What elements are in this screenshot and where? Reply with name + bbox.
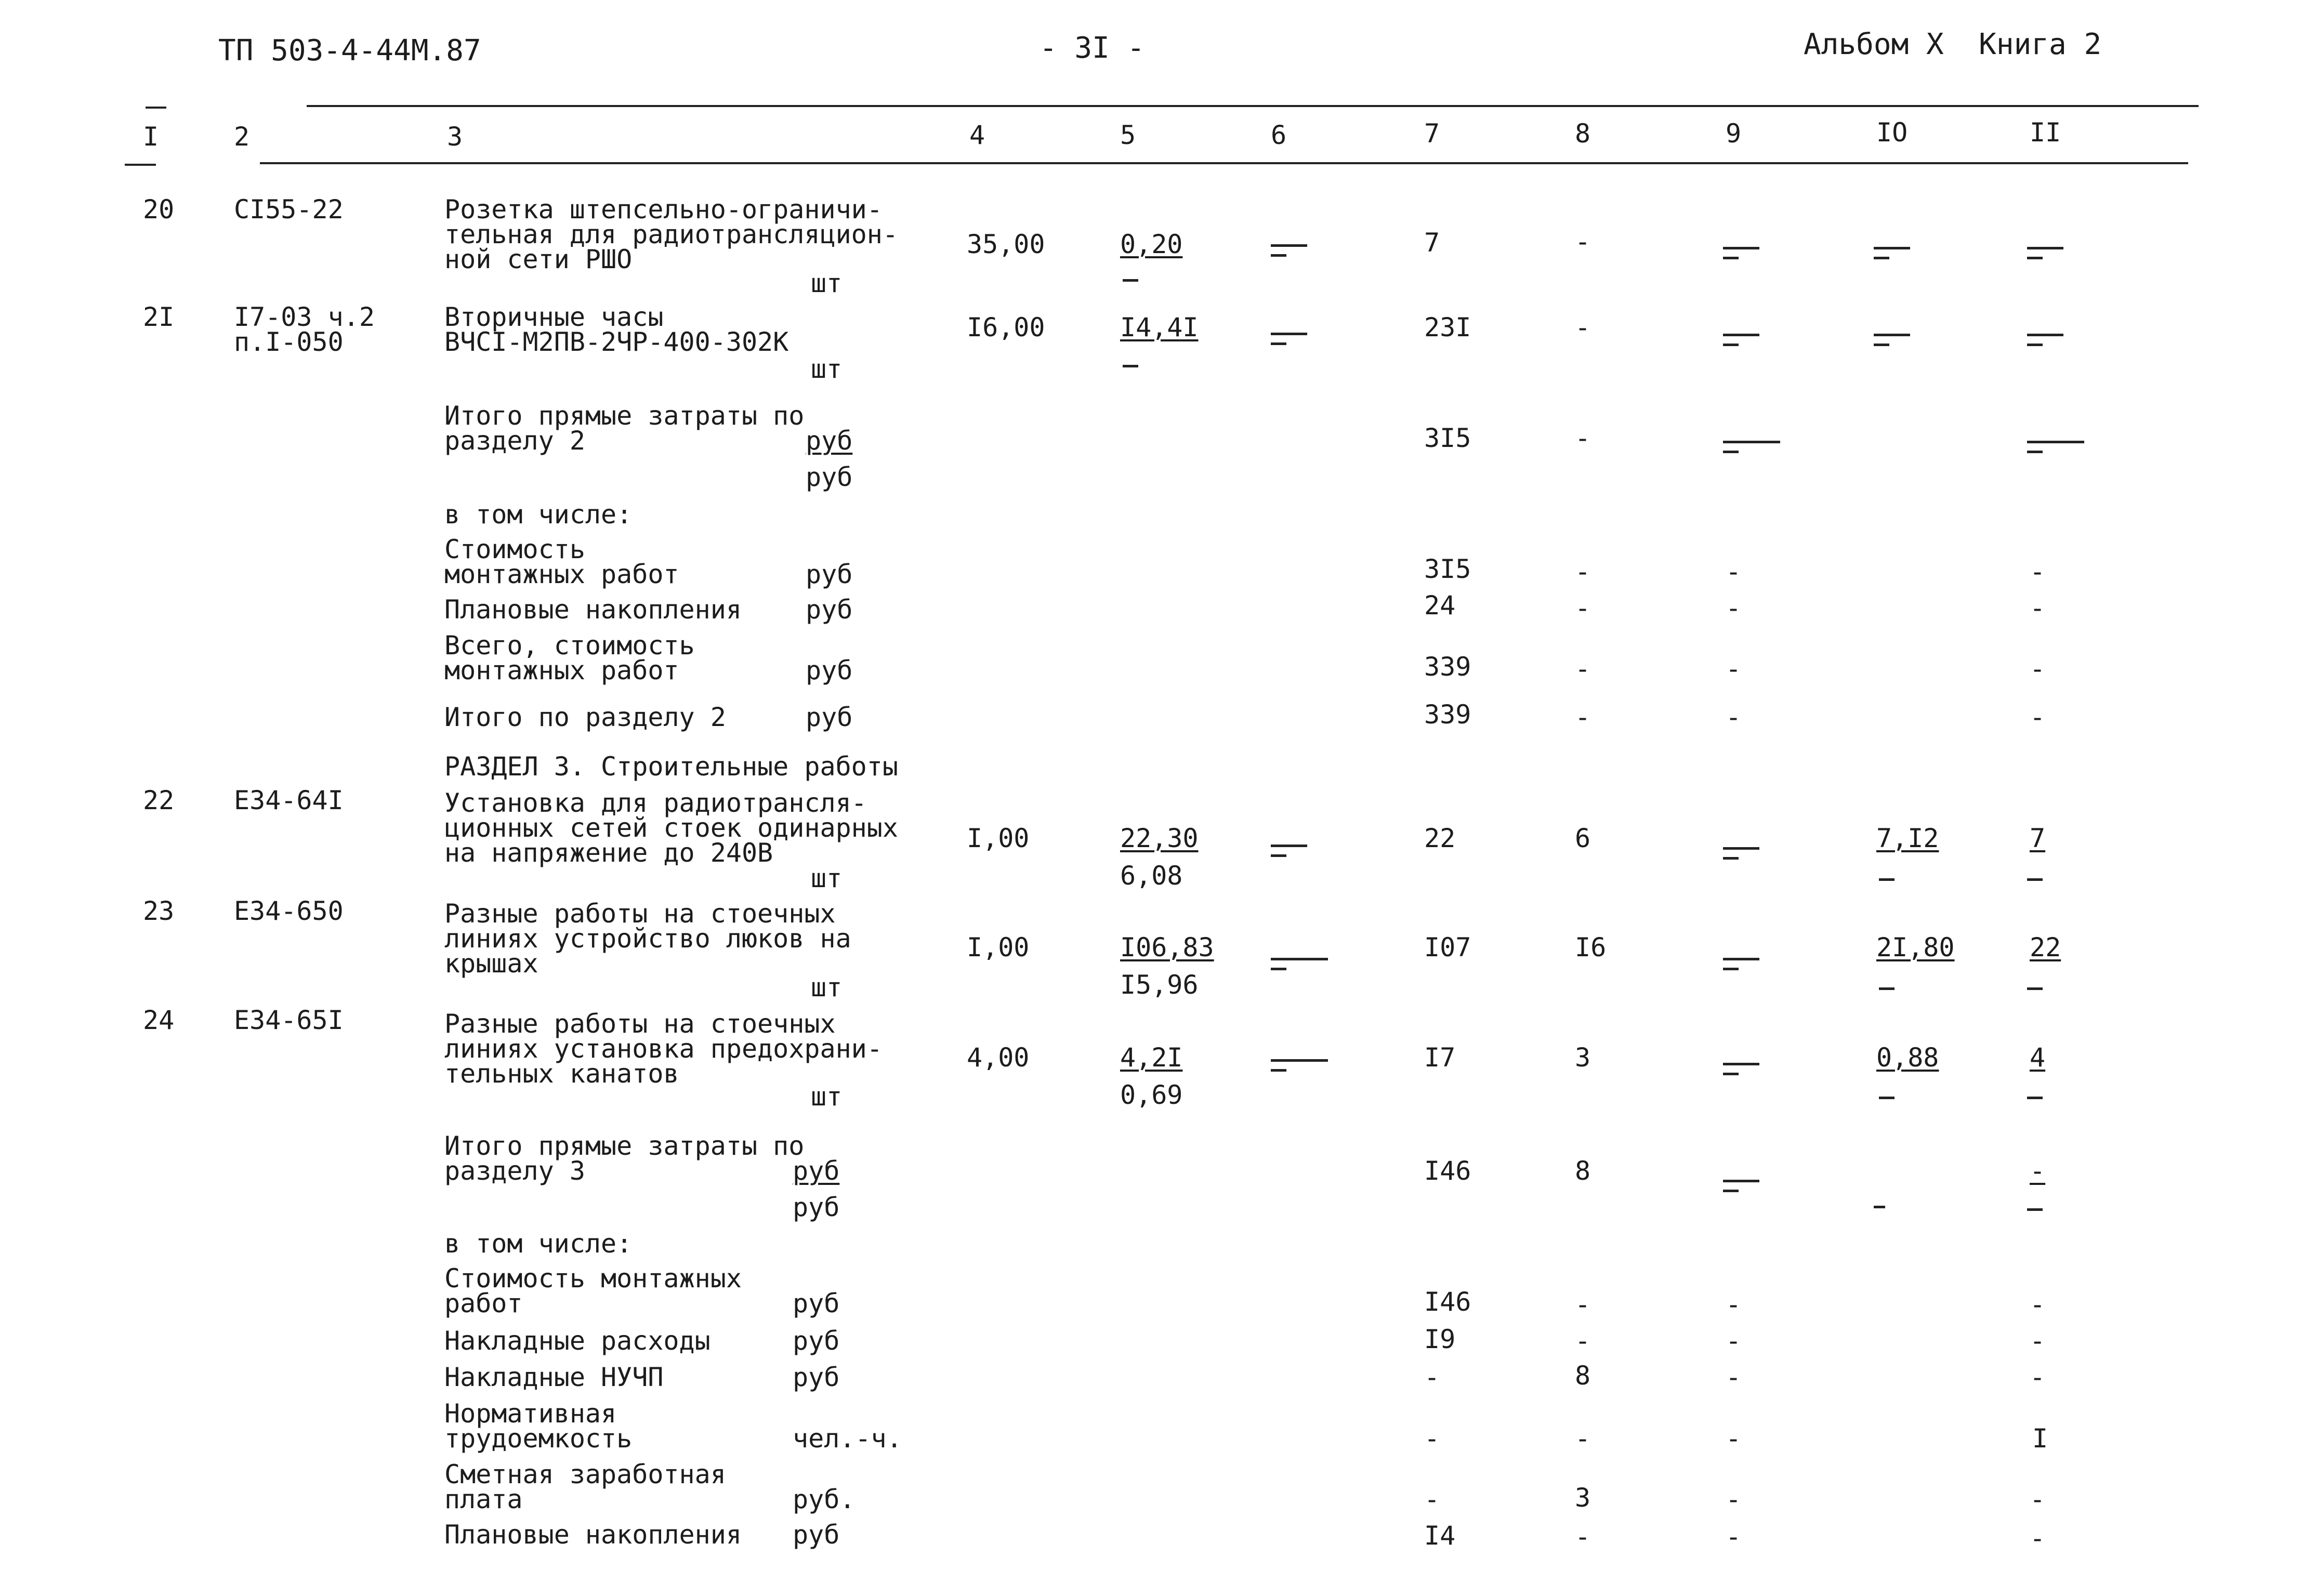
dash-mark [1271, 845, 1307, 864]
col9-value: - [1726, 1484, 1742, 1514]
unit: руб [793, 1192, 840, 1222]
col11-value: - [2030, 1156, 2046, 1186]
row-number: 2I [143, 302, 175, 332]
column-header-6: 6 [1271, 120, 1287, 150]
breakdown-label: монтажных работ [444, 559, 679, 589]
unit: шт [811, 268, 843, 298]
col10-value: 2I,80 [1876, 932, 1955, 962]
dash-mark [1271, 958, 1328, 978]
norm-code: I7-03 ч.2 [234, 302, 375, 332]
col9-value: - [1726, 557, 1742, 587]
quantity: I,00 [967, 823, 1030, 853]
breakdown-label: плата [444, 1484, 523, 1514]
row-number: 20 [143, 194, 175, 225]
dash-mark [1723, 441, 1780, 460]
description-line: ционных сетей стоек одинарных [444, 813, 898, 843]
norm-code: Е34-64I [234, 785, 344, 815]
total-cost: 3I5 [1424, 554, 1471, 584]
col8-value: - [1575, 227, 1591, 257]
page-number: - 3I - [1040, 31, 1145, 65]
col11-value: I [2032, 1423, 2048, 1454]
dash-mark [1723, 847, 1759, 867]
total-cost: - [1424, 1362, 1440, 1392]
total-cost: I07 [1424, 932, 1471, 962]
description-line: крышах [444, 948, 538, 979]
col8-value: 6 [1575, 823, 1591, 853]
col11-value: 22 [2030, 932, 2061, 962]
section-total-label: Итого по разделу 2 [444, 702, 726, 732]
dash-mark [2027, 247, 2063, 267]
unit: руб [806, 655, 853, 685]
unit: руб [793, 1326, 840, 1356]
col8-value: - [1575, 593, 1591, 623]
description-line: линиях устройство люков на [444, 924, 851, 954]
column-header-9: 9 [1726, 118, 1742, 149]
summary-label: Итого прямые затраты по [444, 401, 805, 431]
total-cost: I46 [1424, 1156, 1471, 1186]
col8-value: - [1575, 702, 1591, 732]
unit: шт [811, 863, 843, 893]
total-cost: I7 [1424, 1043, 1456, 1073]
dash-mark [1874, 247, 1910, 267]
col9-value: - [1726, 1289, 1742, 1320]
description-line: Вторичные часы [444, 302, 664, 332]
quantity: 4,00 [967, 1043, 1030, 1073]
col9-value: - [1726, 1326, 1742, 1356]
row-number: 23 [143, 896, 175, 926]
dash-mark [1271, 244, 1307, 264]
col11-value: 4 [2030, 1043, 2046, 1073]
unit-price-wage: 0,69 [1120, 1080, 1183, 1110]
col8-value: 3 [1575, 1043, 1591, 1073]
column-header-2: 2 [234, 122, 250, 152]
description-line: Разные работы на стоечных [444, 899, 836, 929]
col8-value: - [1575, 423, 1591, 453]
header-rule-bottom-left [125, 164, 156, 166]
dash-mark [1723, 334, 1759, 353]
col11-value: - [2030, 654, 2046, 684]
col8-value: I6 [1575, 932, 1607, 962]
dash-mark [1879, 878, 1895, 888]
column-header-1: I [143, 122, 159, 152]
breakdown-label: монтажных работ [444, 655, 679, 685]
summary-label: разделу 3 [444, 1156, 585, 1186]
column-header-5: 5 [1120, 120, 1136, 150]
breakdown-label: Накладные НУЧП [444, 1362, 664, 1392]
col11-value: 7 [2030, 823, 2046, 853]
total-cost: 339 [1424, 700, 1471, 730]
unit: шт [811, 972, 843, 1003]
album-info: Альбом Х Книга 2 [1804, 28, 2102, 61]
description-line: на напряжение до 240В [444, 838, 773, 868]
row-number: 22 [143, 785, 175, 815]
dash-mark [2027, 1097, 2043, 1106]
description-line: тельная для радиотрансляцион- [444, 219, 898, 249]
description-line: Разные работы на стоечных [444, 1009, 836, 1039]
dash-mark [1879, 987, 1895, 997]
dash-mark [1723, 1063, 1759, 1083]
dash-mark [1123, 365, 1138, 375]
dash-mark [1271, 1059, 1328, 1079]
total-cost: I46 [1424, 1287, 1471, 1317]
quantity: 35,00 [967, 229, 1045, 259]
row-number: 24 [143, 1005, 175, 1035]
header-rule-bottom [260, 162, 2188, 164]
col11-value: - [2030, 1523, 2046, 1553]
description-line: Установка для радиотрансля- [444, 788, 867, 818]
total-cost: I9 [1424, 1324, 1456, 1354]
col11-value: - [2030, 1289, 2046, 1320]
header-rule-top [307, 105, 2199, 107]
col8-value: 8 [1575, 1361, 1591, 1391]
unit: шт [811, 354, 843, 384]
dash-mark [1723, 958, 1759, 978]
description-line: линиях установка предохрани- [444, 1034, 883, 1064]
summary-label: Итого прямые затраты по [444, 1131, 805, 1161]
dash-mark [1874, 334, 1910, 353]
total-cost: 3I5 [1424, 423, 1471, 453]
unit: руб [806, 702, 853, 732]
description-line: тельных канатов [444, 1059, 679, 1089]
dash-mark [2027, 334, 2063, 353]
unit-price: 22,30 [1120, 823, 1199, 853]
col8-value: - [1575, 1326, 1591, 1356]
unit-price: 4,2I [1120, 1043, 1183, 1073]
breakdown-label: Всего, стоимость [444, 630, 695, 661]
dash-mark [1723, 1180, 1759, 1199]
unit-price: 0,20 [1120, 229, 1183, 259]
total-cost: 339 [1424, 652, 1471, 682]
breakdown-label: Плановые накопления [444, 595, 742, 625]
unit: шт [811, 1081, 843, 1112]
total-cost: 24 [1424, 590, 1456, 621]
dash-mark [2027, 441, 2084, 460]
total-cost: 7 [1424, 228, 1440, 258]
col11-value: - [2030, 557, 2046, 587]
unit: руб [793, 1156, 840, 1186]
dash-mark [1123, 279, 1138, 289]
col9-value: - [1726, 702, 1742, 732]
unit-price-wage: I5,96 [1120, 970, 1199, 1000]
col11-value: - [2030, 1484, 2046, 1514]
including-label: в том числе: [444, 499, 633, 530]
dash-mark [1874, 1206, 1885, 1216]
col9-value: - [1726, 654, 1742, 684]
dash-mark [2027, 987, 2043, 997]
breakdown-label: трудоемкость [444, 1423, 633, 1454]
unit-price: I4,4I [1120, 312, 1199, 342]
unit: чел.-ч. [793, 1423, 902, 1454]
col8-value: - [1575, 654, 1591, 684]
col9-value: - [1726, 1522, 1742, 1552]
column-header-10: IO [1876, 117, 1908, 148]
quantity: I6,00 [967, 312, 1045, 342]
total-cost: - [1424, 1423, 1440, 1454]
document-code: ТП 503-4-44М.87 [218, 34, 481, 68]
column-header-8: 8 [1575, 118, 1591, 149]
norm-code: Е34-65I [234, 1005, 344, 1035]
col11-value: - [2030, 593, 2046, 623]
col9-value: - [1726, 1423, 1742, 1454]
section-heading: РАЗДЕЛ 3. Строительные работы [444, 751, 898, 782]
norm-code: СI55-22 [234, 194, 344, 225]
breakdown-label: Накладные расходы [444, 1326, 711, 1356]
total-cost: 23I [1424, 312, 1471, 342]
col11-value: - [2030, 1362, 2046, 1392]
col10-value: 0,88 [1876, 1043, 1939, 1073]
col10-value: 7,I2 [1876, 823, 1939, 853]
unit: руб. [793, 1484, 856, 1514]
total-cost: - [1424, 1484, 1440, 1514]
description-line: ВЧСI-М2ПВ-2ЧР-400-302К [444, 327, 789, 357]
col8-value: - [1575, 1522, 1591, 1552]
header-rule-top-left [146, 107, 166, 109]
col8-value: - [1575, 557, 1591, 587]
col9-value: - [1726, 1362, 1742, 1392]
unit: руб [806, 595, 853, 625]
total-cost: I4 [1424, 1521, 1456, 1551]
dash-mark [1271, 333, 1307, 352]
col8-value: - [1575, 1423, 1591, 1454]
unit: руб [806, 462, 853, 492]
unit: руб [793, 1520, 840, 1550]
norm-code: Е34-650 [234, 896, 344, 926]
col8-value: - [1575, 312, 1591, 342]
breakdown-label: работ [444, 1288, 523, 1318]
col11-value: - [2030, 702, 2046, 732]
breakdown-label: Стоимость [444, 534, 585, 564]
breakdown-label: Стоимость монтажных [444, 1263, 742, 1294]
unit-price: I06,83 [1120, 932, 1214, 962]
description-line: ной сети РШО [444, 244, 633, 274]
breakdown-label: Нормативная [444, 1399, 617, 1429]
total-cost: 22 [1424, 823, 1456, 853]
col9-value: - [1726, 593, 1742, 623]
unit: руб [793, 1288, 840, 1318]
dash-mark [1879, 1097, 1895, 1106]
dash-mark [1723, 247, 1759, 267]
column-header-7: 7 [1424, 118, 1440, 149]
dash-mark [2027, 878, 2043, 888]
summary-label: разделу 2 [444, 426, 585, 456]
description-line: Розетка штепсельно-ограничи- [444, 194, 883, 225]
quantity: I,00 [967, 932, 1030, 962]
including-label: в том числе: [444, 1229, 633, 1259]
col11-value: - [2030, 1326, 2046, 1356]
column-header-3: 3 [447, 122, 463, 152]
column-header-4: 4 [969, 120, 985, 150]
unit-price-wage: 6,08 [1120, 861, 1183, 891]
norm-code: п.I-050 [234, 327, 344, 357]
unit: руб [806, 426, 853, 456]
col8-value: 8 [1575, 1156, 1591, 1186]
column-header-11: II [2030, 117, 2061, 148]
dash-mark [2027, 1208, 2043, 1218]
unit: руб [793, 1362, 840, 1392]
unit: руб [806, 559, 853, 589]
breakdown-label: Плановые накопления [444, 1520, 742, 1550]
col8-value: 3 [1575, 1483, 1591, 1513]
col8-value: - [1575, 1289, 1591, 1320]
breakdown-label: Сметная заработная [444, 1459, 726, 1489]
